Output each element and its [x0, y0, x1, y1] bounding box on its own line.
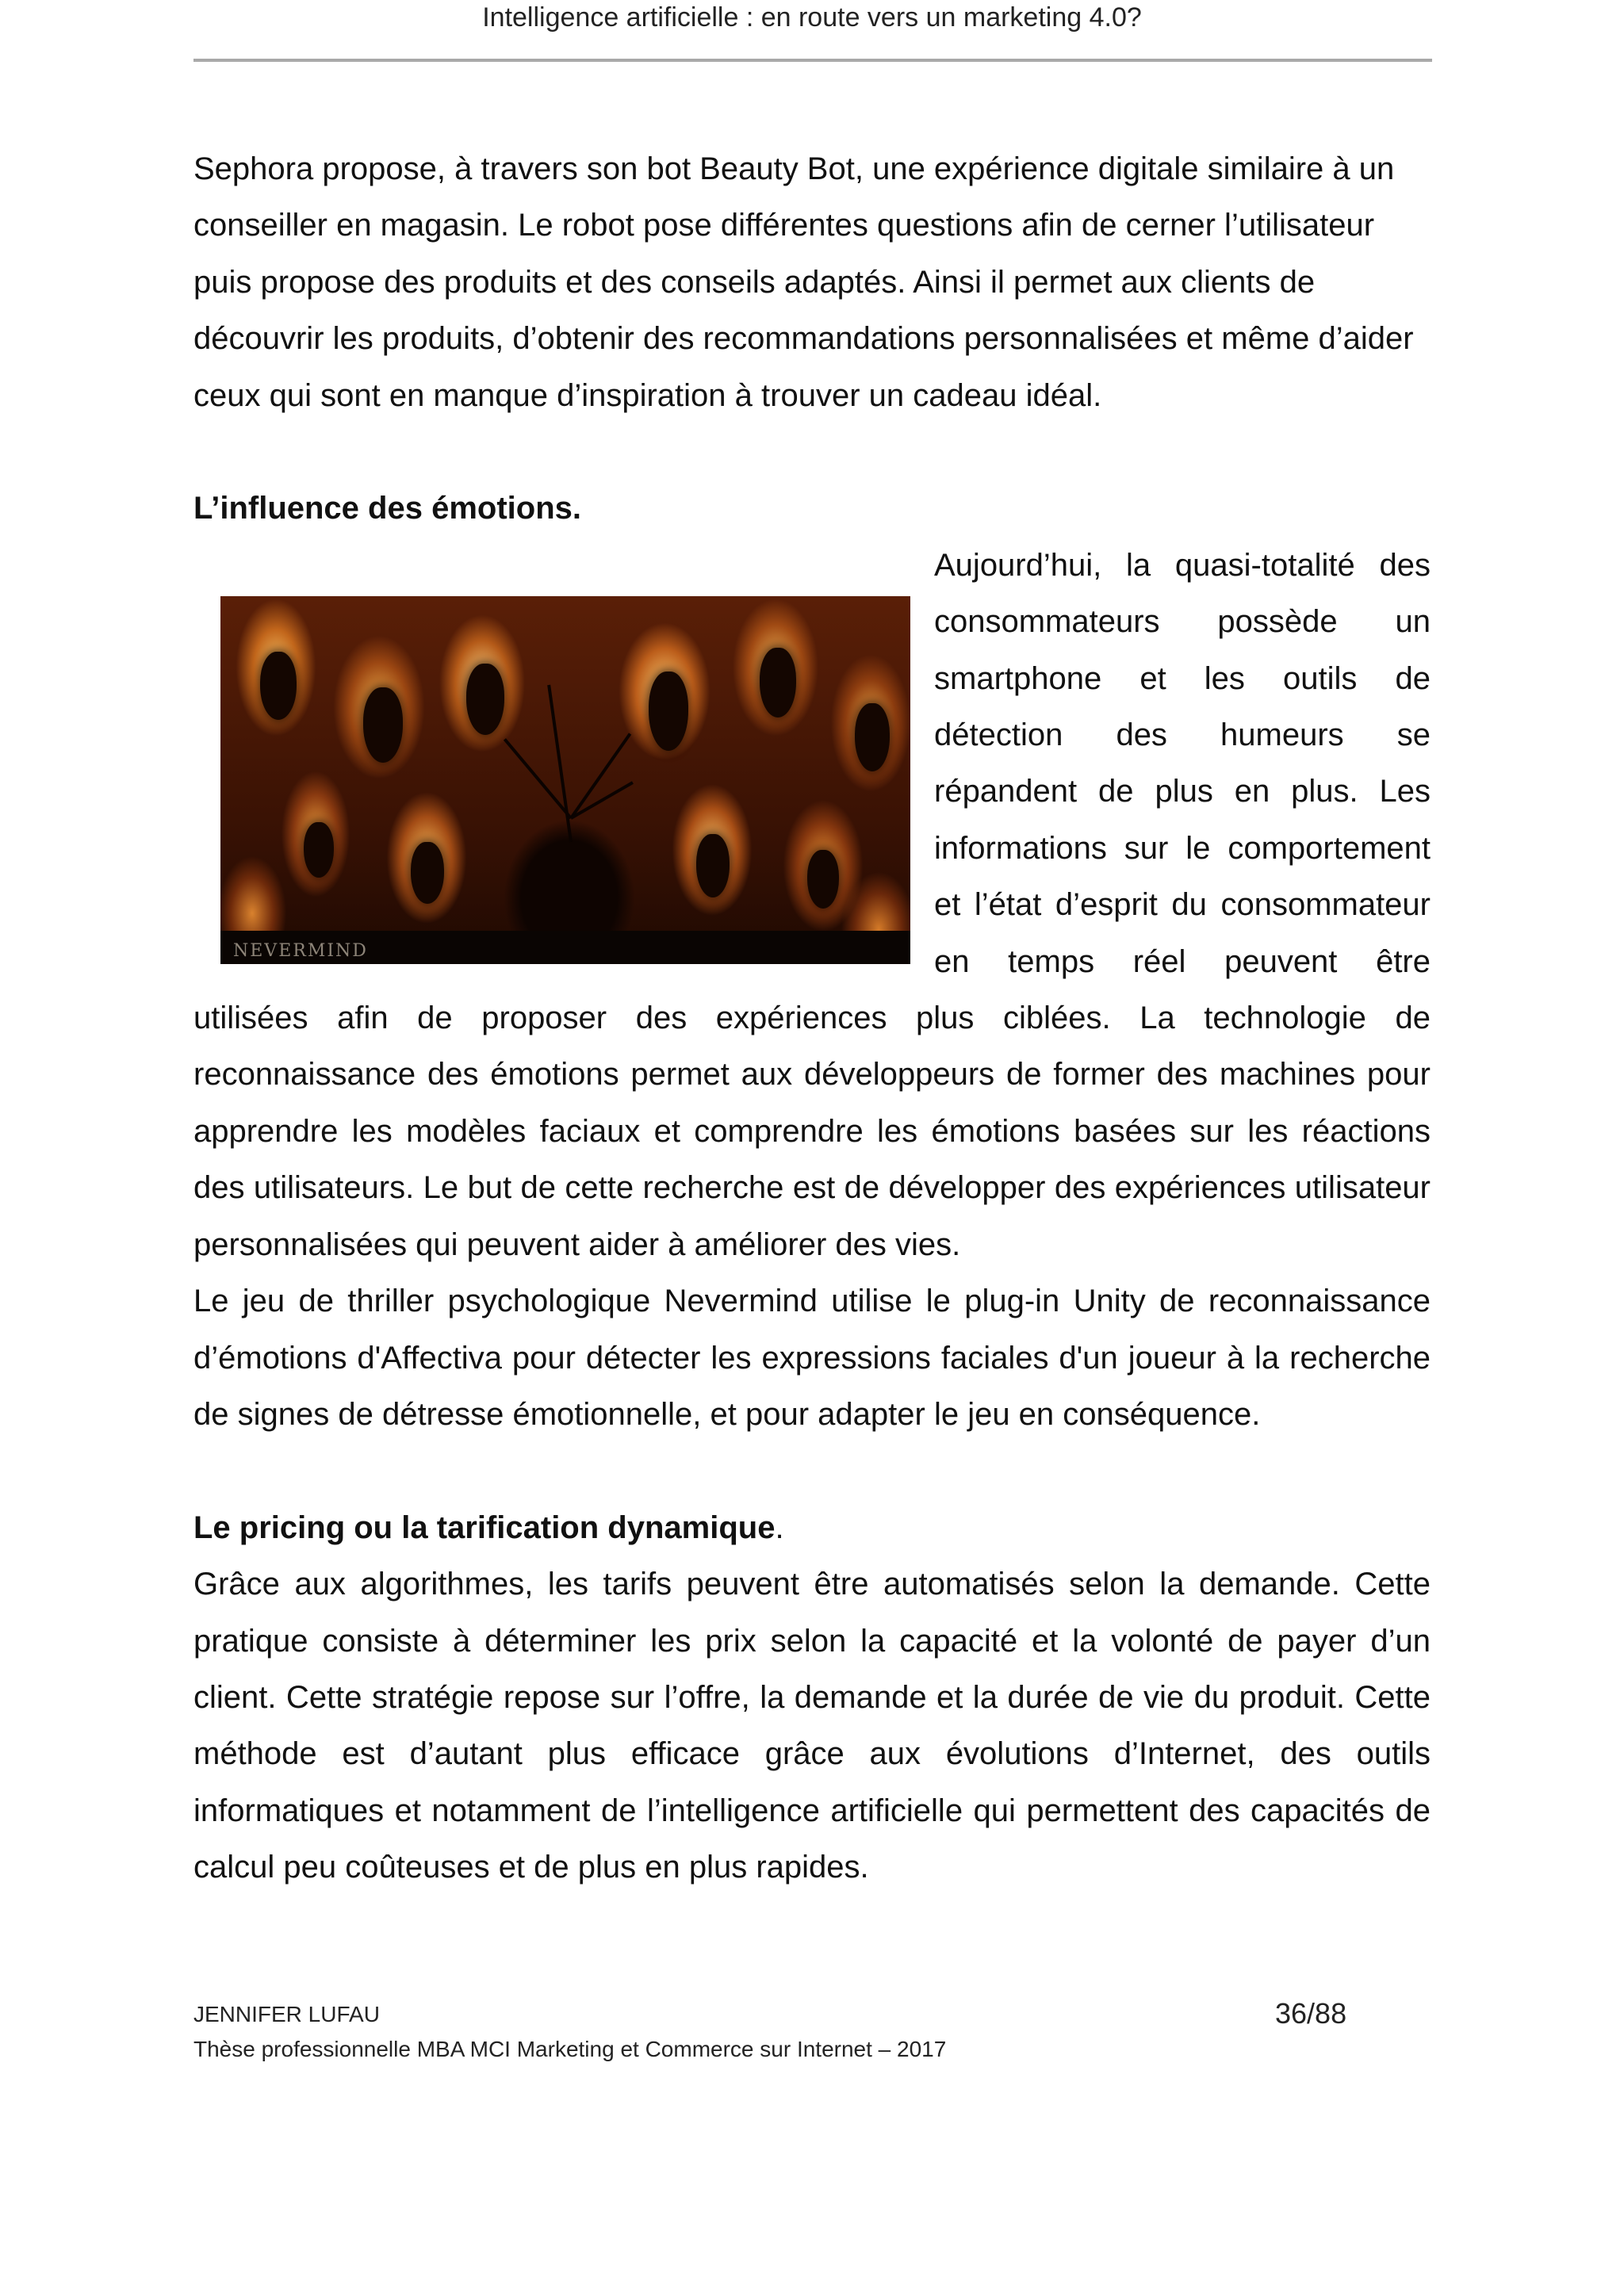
figure-mouth: [649, 672, 688, 751]
figure-mouth: [304, 822, 334, 878]
nevermind-game-image: [220, 596, 910, 964]
figure-mouth: [363, 687, 403, 763]
section-heading-pricing-text: Le pricing ou la tarification dynamique: [193, 1510, 776, 1545]
page-content: [193, 141, 1431, 1896]
figure-mouth: [855, 703, 890, 771]
section-heading-pricing-period: .: [775, 1510, 784, 1545]
intro-paragraph: Sephora propose, à travers son bot Beauty Bot, une expérience digitale similaire à un conseiller en magasin. Le robot pose différentes questions afin de cerner l’utilisateur puis propose des produits et des conseils adaptés. Ainsi il permet aux clients de découvrir les produits, d’obtenir des recommandations personnalisées et même d’aider ceux qui sont en manque d’inspiration à trouver un cadeau idéal.: [193, 151, 1414, 413]
emotions-paragraph-2: Le jeu de thriller psychologique Nevermind utilise le plug-in Unity de reconnaissance d’émotions d'Affectiva pour détecter les expressions faciales d'un joueur à la recherche de signes de détresse émotionnelle, et pour adapter le jeu en conséquence.: [193, 1284, 1431, 1432]
running-header: Intelligence artificielle : en route vers un marketing 4.0?: [482, 2, 1142, 33]
section-heading-pricing: [193, 1500, 1431, 1556]
header-divider: [193, 59, 1432, 62]
figure-mouth: [466, 664, 504, 735]
figure-mouth: [260, 652, 297, 720]
figure-mouth: [760, 648, 796, 718]
figure-mouth: [411, 842, 444, 904]
spacer: [193, 424, 1431, 480]
emotions-paragraph-1: Aujourd’hui, la quasi-totalité des consommateurs possède un smartphone et les outils de détection des humeurs se répandent de plus en plus. Les informations sur le comportement et l’état d’esprit du consommateur en temps réel peuvent être utilisées afin de proposer des expériences plus ciblées. La technologie de reconnaissance des émotions permet aux développeurs de former des machines pour apprendre les modèles faciaux et comprendre les émotions basées sur les réactions des utilisateurs. Le but de cette recherche est de développer des expériences utilisateur personnalisées qui peuvent aider à améliorer des vies.: [193, 547, 1431, 1262]
footer-thesis-title: Thèse professionnelle MBA MCI Marketing et Commerce sur Internet – 2017: [193, 2037, 947, 2061]
figure-mouth: [696, 834, 730, 897]
page-number: 36/88: [1275, 1997, 1347, 2030]
footer-author: JENNIFER LUFAU: [193, 2002, 380, 2026]
pricing-paragraph: Grâce aux algorithmes, les tarifs peuvent être automatisés selon la demande. Cette pratique consiste à déterminer les prix selon la capacité et la volonté de payer d’un client. Cette stratégie repose sur l’offre, la demande et la durée de vie du produit. Cette méthode est d’autant plus efficace grâce aux évolutions d’Internet, des outils informatiques et notamment de l’intelligence artificielle qui permettent des capacités de calcul peu coûteuses et de plus en plus rapides.: [193, 1567, 1431, 1885]
figure-caption: NEVERMIND: [233, 940, 368, 961]
spacer: [193, 1443, 1431, 1499]
figure-mouth: [807, 850, 839, 909]
section-heading-emotions: L’influence des émotions.: [193, 491, 581, 526]
